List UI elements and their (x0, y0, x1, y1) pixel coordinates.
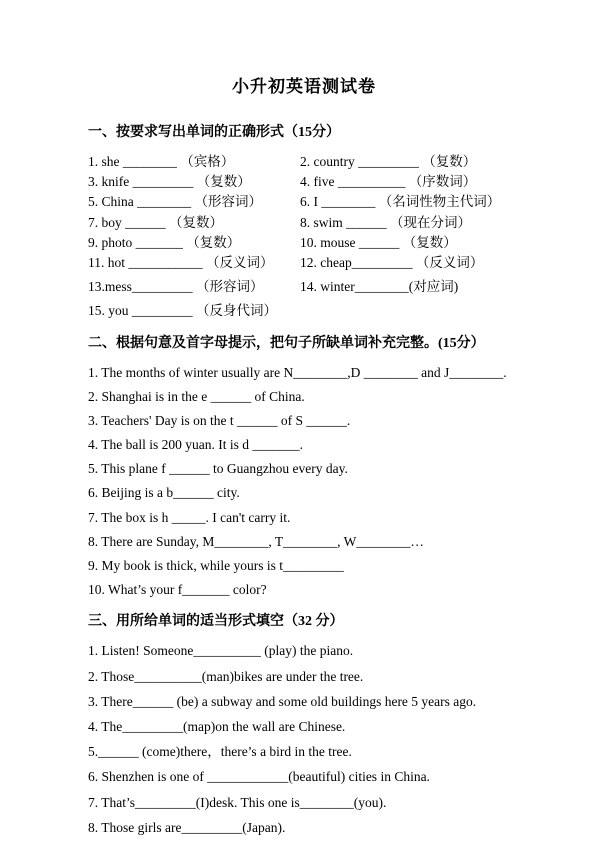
question-row (88, 235, 520, 251)
question-item: 3. There______ (be) a subway and some old buildings here 5 years ago. (88, 693, 477, 709)
exam-title: 小升初英语测试卷 (232, 77, 376, 96)
question-item: 4. The ball is 200 yuan. It is d _______. (88, 437, 303, 453)
question-row (88, 154, 520, 170)
question-item: 8. Those girls are_________(Japan). (88, 819, 286, 835)
question-item: 5. China ________ （形容词） (88, 194, 262, 210)
question-item: 15. you _________ （反身代词） (88, 303, 277, 319)
question-item: 4. five __________ （序数词） (300, 174, 477, 190)
question-row (88, 303, 520, 319)
question-item: 13.mess_________ （形容词） (88, 279, 264, 295)
section-word-forms (88, 121, 520, 320)
question-row (88, 255, 520, 271)
question-item: 9. My book is thick, while yours is t_________ (88, 558, 344, 573)
question-item: 6. Beijing is a b______ city. (88, 485, 240, 501)
question-row (88, 174, 520, 190)
question-item: 2. Those__________(man)bikes are under the tree. (88, 668, 364, 684)
question-item: 1. The months of winter usually are N________,D ________ and J________. (88, 364, 507, 380)
question-item: 6. Shenzhen is one of ____________(beautiful) cities in China. (88, 769, 430, 785)
section-proper-form-fill (88, 610, 520, 836)
section-2-heading: 二、根据句意及首字母提示，把句子所缺单词补充完整。(15分） (88, 335, 485, 351)
question-item: 6. I ________ （名词性物主代词） (300, 194, 501, 210)
question-item: 7. That’s_________(I)desk. This one is________(you). (88, 794, 387, 810)
question-item: 12. cheap_________ （反义词） (300, 254, 484, 270)
question-item: 7. boy ______ （复数） (88, 214, 223, 230)
question-item: 10. What’s your f_______ color? (88, 582, 267, 598)
question-item: 5.______ (come)there，there’s a bird in the tree. (88, 744, 352, 760)
section-first-letter-fill (88, 332, 520, 599)
question-item: 3. knife _________ （复数） (88, 174, 251, 190)
question-row (88, 279, 520, 295)
question-item: 5. This plane f ______ to Guangzhou every day. (88, 461, 348, 477)
question-item: 8. swim ______ （现在分词） (300, 214, 472, 230)
question-item: 8. There are Sunday, M________, T________, W________… (88, 533, 424, 549)
question-item: 2. Shanghai is in the e ______ of China. (88, 388, 305, 404)
question-item: 1. Listen! Someone__________ (play) the piano. (88, 643, 354, 659)
section-3-heading: 三、用所给单词的适当形式填空（32 分） (88, 614, 344, 630)
question-item: 10. mouse ______ （复数） (300, 234, 457, 250)
question-item: 2. country _________ （复数） (300, 154, 477, 169)
question-item (300, 303, 520, 319)
question-item: 3. Teachers' Day is on the t ______ of S ______. (88, 412, 351, 428)
section-1-heading: 一、按要求写出单词的正确形式（15分） (88, 125, 340, 140)
question-row (88, 215, 520, 231)
question-item: 14. winter________(对应词) (300, 279, 459, 295)
question-item: 7. The box is h _____. I can't carry it. (88, 509, 291, 525)
question-row (88, 194, 520, 210)
question-item: 4. The_________(map)on the wall are Chinese. (88, 718, 346, 734)
question-item: 11. hot ___________ （反义词） (88, 254, 274, 270)
question-item: 1. she ________ （宾格） (88, 154, 235, 169)
question-item: 9. photo _______ （复数） (88, 234, 241, 250)
